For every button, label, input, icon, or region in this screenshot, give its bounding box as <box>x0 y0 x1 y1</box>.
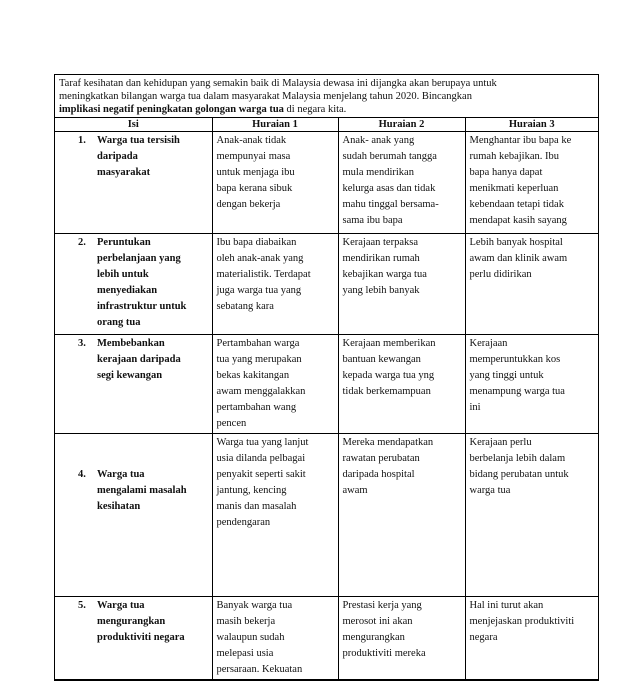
huraian-1-cell: Ibu bapa diabaikan oleh anak-anak yang materialistik. Terdapat juga warga tua yang sebatang kara <box>212 234 338 335</box>
table-row <box>55 132 598 234</box>
table-row <box>55 335 598 434</box>
huraian-2-cell: Mereka mendapatkan rawatan perubatan daripada hospital awam <box>338 434 465 597</box>
row-number: 5. <box>78 600 86 611</box>
isi-cell <box>55 335 212 434</box>
header-isi: Isi <box>55 118 212 132</box>
prompt-line-2: meningkatkan bilangan warga tua dalam masyarakat Malaysia menjelang tahun 2020. Bincangkan <box>59 91 472 102</box>
isi-text: Warga tua mengurangkan produktiviti negara <box>97 600 185 643</box>
row-number: 1. <box>78 135 86 146</box>
huraian-3-cell: Lebih banyak hospital awam dan klinik awam perlu didirikan <box>465 234 598 335</box>
isi-cell <box>55 434 212 597</box>
huraian-3-cell: Kerajaan perlu berbelanja lebih dalam bidang perubatan untuk warga tua <box>465 434 598 597</box>
isi-text: Membebankan kerajaan daripada segi kewangan <box>97 338 181 381</box>
table-row <box>55 234 598 335</box>
table-row <box>55 434 598 597</box>
question-prompt <box>55 75 598 118</box>
row-number: 2. <box>78 237 86 248</box>
prompt-line-3-rest: di negara kita. <box>283 104 347 115</box>
isi-cell <box>55 132 212 234</box>
row-number: 4. <box>78 469 86 480</box>
huraian-1-cell: Warga tua yang lanjut usia dilanda pelbagai penyakit seperti sakit jantung, kencing manis dan masalah pendengaran <box>212 434 338 597</box>
row-number: 3. <box>78 338 86 349</box>
huraian-2-cell: Kerajaan terpaksa mendirikan rumah kebajikan warga tua yang lebih banyak <box>338 234 465 335</box>
table-row <box>55 597 598 680</box>
isi-text: Warga tua mengalami masalah kesihatan <box>97 469 187 512</box>
huraian-1-cell: Pertambahan warga tua yang merupakan bekas kakitangan awam menggalakkan pertambahan wang pencen <box>212 335 338 434</box>
outline-table <box>55 118 598 680</box>
isi-cell <box>55 597 212 680</box>
huraian-1-cell: Banyak warga tua masih bekerja walaupun sudah melepasi usia persaraan. Kekuatan <box>212 597 338 680</box>
prompt-line-1: Taraf kesihatan dan kehidupan yang semakin baik di Malaysia dewasa ini dijangka akan berupaya untuk <box>59 78 497 89</box>
huraian-1-cell: Anak-anak tidak mempunyai masa untuk menjaga ibu bapa kerana sibuk dengan bekerja <box>212 132 338 234</box>
prompt-emphasis: implikasi negatif peningkatan golongan warga tua <box>59 104 284 115</box>
huraian-3-cell: Kerajaan memperuntukkan kos yang tinggi untuk menampung warga tua ini <box>465 335 598 434</box>
prompt-line-3 <box>59 103 594 116</box>
table-header-row <box>55 118 598 132</box>
huraian-3-cell: Menghantar ibu bapa ke rumah kebajikan. Ibu bapa hanya dapat menikmati keperluan kebendaan tetapi tidak mendapat kasih sayang <box>465 132 598 234</box>
isi-text: Warga tua tersisih daripada masyarakat <box>97 135 180 178</box>
huraian-2-cell: Kerajaan memberikan bantuan kewangan kepada warga tua yng tidak berkemampuan <box>338 335 465 434</box>
isi-cell <box>55 234 212 335</box>
header-huraian-1: Huraian 1 <box>212 118 338 132</box>
isi-text: Peruntukan perbelanjaan yang lebih untuk menyediakan infrastruktur untuk orang tua <box>97 237 187 328</box>
huraian-3-cell: Hal ini turut akan menjejaskan produktiviti negara <box>465 597 598 680</box>
header-huraian-2: Huraian 2 <box>338 118 465 132</box>
essay-outline-table-container <box>54 74 599 681</box>
huraian-2-cell: Anak- anak yang sudah berumah tangga mula mendirikan kelurga asas dan tidak mahu tinggal bersama- sama ibu bapa <box>338 132 465 234</box>
header-huraian-3: Huraian 3 <box>465 118 598 132</box>
huraian-2-cell: Prestasi kerja yang merosot ini akan mengurangkan produktiviti mereka <box>338 597 465 680</box>
